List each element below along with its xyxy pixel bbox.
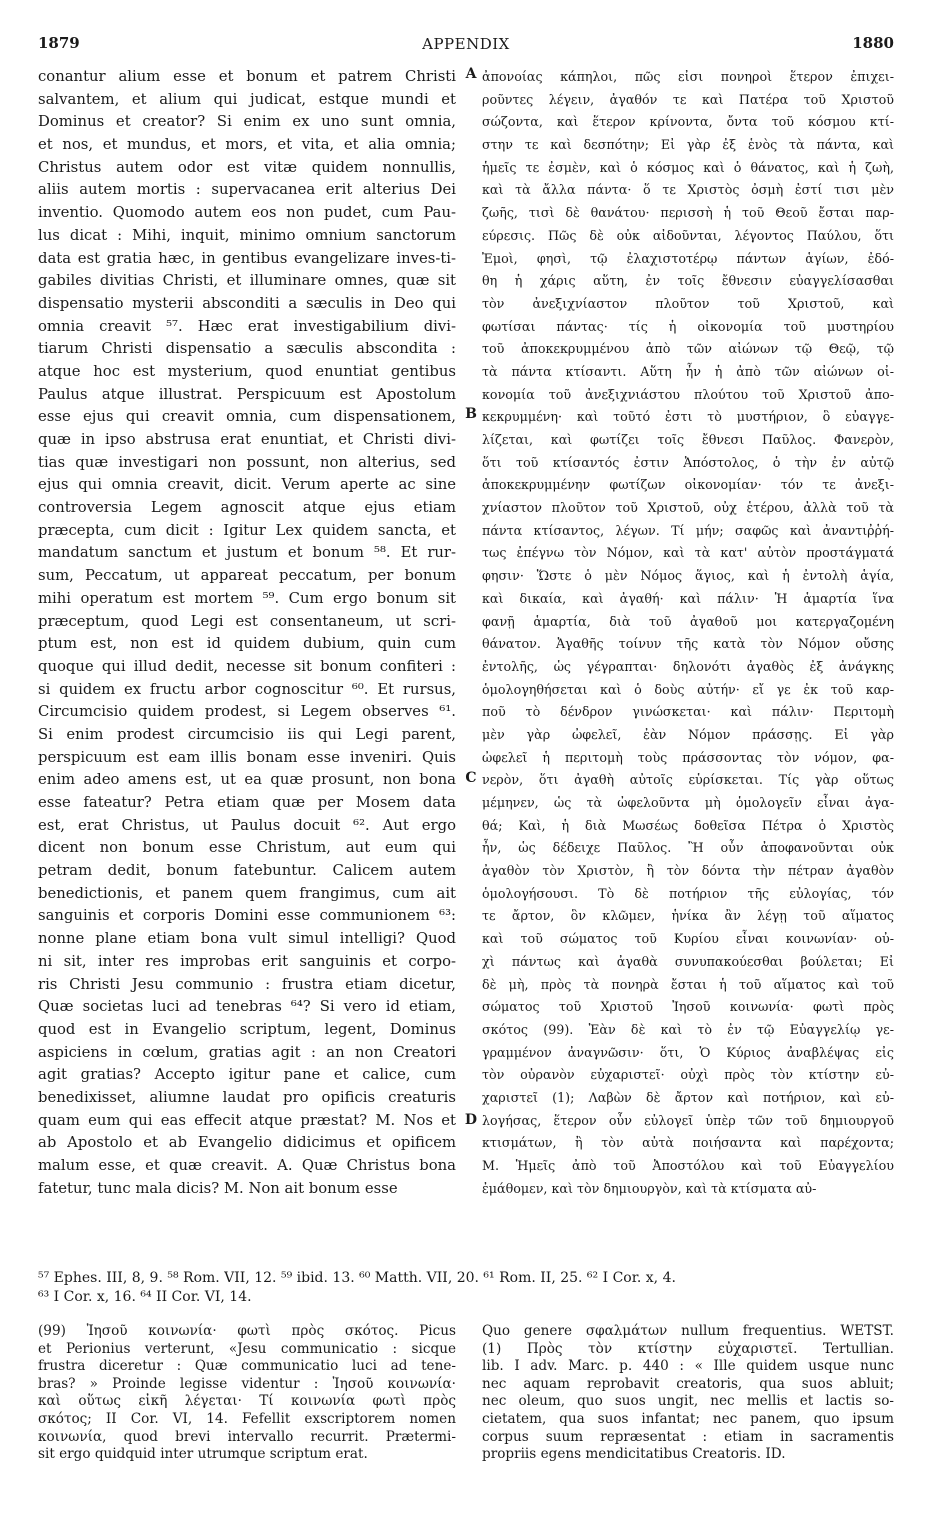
latin-text-line: Si enim prodest circumcisio iis qui Legi parent, (38, 725, 456, 743)
latin-text-line: Circumcisio quidem prodest, si Legem observes ⁶¹. (38, 703, 456, 721)
greek-text-line: τοῦ ἀποκεκρυμμένου ἀπὸ τῶν αἰώνων τῷ Θεῷ, τῷ (482, 341, 894, 357)
greek-text-line: ἡμεῖς τε ἐσμὲν, καὶ ὁ κόσμος καὶ ὁ θάνατος, καὶ ἡ ζωὴ, (482, 159, 894, 175)
latin-text-line: data est gratia hæc, in gentibus evangelizare inves-ti- (38, 249, 456, 267)
greek-text-line: κεκρυμμένη· καὶ τοῦτό ἐστι τὸ μυστήριον, ὃ εὐαγγε- (482, 409, 894, 425)
greek-text-line: ὠφελεῖ ἡ περιτομὴ τοὺς πράσσοντας τὸν νόμον, φα- (482, 749, 894, 765)
latin-text-line: præcepta, cum dicit : Igitur Lex quidem sancta, et (38, 521, 456, 539)
page-number-right: 1880 (852, 34, 894, 52)
footnote-line: (99) Ἰησοῦ κοινωνία· φωτὶ πρὸς σκότος. Picus (38, 1323, 456, 1339)
greek-text-line: κονομία τοῦ ἀνεξιχνιάστου πλούτου τοῦ Χριστοῦ ἀπο- (482, 386, 894, 402)
latin-text-line: aliis autem mortis : supervacanea erit alterius Dei (38, 181, 456, 199)
greek-column (482, 66, 894, 1200)
greek-text-line: νερὸν, ὅτι ἀγαθὴ αὐτοῖς εὑρίσκεται. Τίς γὰρ οὕτως (482, 772, 894, 788)
greek-text-line: ὁμολογήσουσι. Τὸ δὲ ποτήριον τῆς εὐλογίας, τόν (482, 885, 894, 901)
greek-text-line: σώζοντα, καὶ ἕτερον κρίνοντα, ὄντα τοῦ κόσμου κτί- (482, 114, 894, 130)
latin-text-line: malum esse, et quæ creavit. A. Quæ Christus bona (38, 1157, 456, 1174)
footnote-line: sit ergo quidquid inter utrumque scriptum erat. (38, 1446, 368, 1463)
greek-text-line: χνίαστον πλοῦτον τοῦ Χριστοῦ, οὐχ ἑτέρου, ἀλλὰ τοῦ τὰ (482, 500, 894, 516)
section-marker-c: C (465, 770, 477, 786)
greek-text-line: δὲ μὴ, πρὸς τὰ πονηρὰ ἔσται ἡ τοῦ αἵματος καὶ τοῦ (482, 976, 894, 992)
greek-text-line: θη ἡ χάρις αὕτη, ἐν τοῖς ἔθνεσιν εὐαγγελίσασθαι (482, 273, 894, 289)
greek-text-line: φανῇ ἁμαρτία, διὰ τοῦ ἀγαθοῦ μοι κατεργαζομένη (482, 613, 894, 629)
greek-text-line: χαριστεῖ (1); Λαβὼν δὲ ἄρτον καὶ ποτήριον, καὶ εὐ- (482, 1089, 894, 1105)
latin-text-line: benedixisset, aliumne laudat pro opificis creaturis (38, 1088, 456, 1106)
latin-text-line: quam eum qui eas effecit atque præstat? M. Nos et (38, 1111, 456, 1129)
greek-text-line: ροῦντες λέγειν, ἀγαθόν τε καὶ Πατέρα τοῦ Χριστοῦ (482, 91, 894, 107)
latin-text-line: lus dicat : Mihi, inquit, minimo omnium sanctorum (38, 226, 456, 244)
greek-text-line: γραμμένον ἀναγνῶσιν· ὅτι, Ὁ Κύριος ἀναβλέψας εἰς (482, 1044, 894, 1060)
footnote-line: κοινωνία, quod brevi intervallo recurrit. Prætermi- (38, 1428, 456, 1445)
latin-text-line: controversia Legem agnoscit atque ejus etiam (38, 499, 456, 517)
scripture-references (38, 1269, 894, 1307)
latin-text-line: inventio. Quomodo autem eos non pudet, cum Pau- (38, 204, 456, 222)
section-marker-b: B (465, 406, 477, 422)
greek-text-line: ποῦ τὸ δένδρον γινώσκεται· καὶ πάλιν· Περιτομὴ (482, 704, 894, 720)
greek-text-line: ἀπονοίας κάπηλοι, πῶς εἰσι πονηροὶ ἕτερον ἐπιχει- (482, 69, 894, 84)
footnotes-right (482, 1323, 894, 1464)
latin-text-line: atque hoc est mysterium, quod enuntiat gentibus (38, 362, 456, 380)
greek-text-line: λίζεται, καὶ φωτίζει τοῖς ἔθνεσι Παῦλος. Φανερὸν, (482, 432, 894, 447)
greek-text-line: εύρεσις. Πῶς δὲ οὐκ αἰδοῦνται, λέγοντος Παύλου, ὅτι (482, 227, 894, 243)
latin-text-line: perspicuum est eam illis bonam esse inveniri. Quis (38, 748, 456, 766)
greek-text-line: καὶ δικαία, καὶ ἀγαθή· καὶ πάλιν· Ἡ ἁμαρτία ἵνα (482, 590, 894, 606)
latin-text-line: præceptum, quod Legi est consentaneum, ut scri- (38, 612, 456, 630)
latin-text-line: dicent non bonum esse Christum, aut eum qui (38, 839, 456, 857)
footnote-line: lib. I adv. Marc. p. 440 : « Ille quidem usque nunc (482, 1358, 894, 1375)
latin-text-line: esse ejus qui creavit omnia, cum dispensationem, (38, 408, 456, 426)
running-title: APPENDIX (422, 35, 510, 53)
latin-text-line: aspiciens in cœlum, gratias agit : an non Creatori (38, 1043, 456, 1061)
footnote-line: σκότος; II Cor. VI, 14. Fefellit exscriptorem nomen (38, 1410, 456, 1427)
greek-text-line: ἀγαθὸν τὸν Χριστὸν, ἢ τὸν δόντα τὴν πέτραν ἀγαθὸν (482, 863, 894, 879)
latin-text-line: et nos, et mundus, et mors, et vita, et alia omnia; (38, 136, 456, 154)
greek-text-line: μέμηνεν, ὡς τὰ ὠφελοῦντα μὴ ὁμολογεῖν εἶναι ἀγα- (482, 795, 894, 810)
footnote-line: (1) Πρὸς τὸν κτίστην εὐχαριστεῖ. Tertullian. (482, 1340, 894, 1357)
latin-text-line: ptum est, non est id quidem dubium, quin cum (38, 635, 456, 653)
greek-text-line: πάντα κτίσαντος, λέγων. Τί μήν; σαφῶς καὶ ἀναντιῤῥή- (482, 522, 894, 538)
greek-text-line: ἐντολῆς, ὡς γέγραπται· δηλονότι ἀγαθὸς ἐξ ἀνάγκης (482, 658, 894, 674)
latin-text-line: esse fateatur? Petra etiam quæ per Mosem data (38, 794, 456, 811)
footnote-line: Quo genere σφαλμάτων nullum frequentius. WETST. (482, 1323, 894, 1339)
footnote-line: nec oleum, quo suos ungit, nec mellis et lactis so- (482, 1393, 894, 1410)
latin-text-line: mandatum sanctum et justum et bonum ⁵⁸. Et rur- (38, 544, 456, 562)
greek-text-line: Ἐμοὶ, φησὶ, τῷ ἐλαχιστοτέρῳ πάντων ἁγίων, ἐδό- (482, 250, 894, 266)
greek-text-line: φωτίσαι πάντας· τίς ἡ οἰκονομία τοῦ μυστηρίου (482, 318, 894, 334)
footnote-line: bras? » Proinde legisse videntur : Ἰησοῦ κοινωνία· (38, 1375, 456, 1392)
latin-text-line: Dominus et creator? Si enim ex uno sunt omnia, (38, 113, 456, 131)
latin-text-line: sanguinis et corporis Domini esse communionem ⁶³: (38, 907, 456, 925)
latin-text-line: Christus autem odor est vitæ quidem nonnullis, (38, 158, 456, 176)
greek-text-line: τε ἄρτον, ὃν κλῶμεν, ἡνίκα ἂν λέγῃ τοῦ αἵματος (482, 908, 894, 924)
latin-text-line: mihi operatum est mortem ⁵⁹. Cum ergo bonum sit (38, 589, 456, 607)
greek-text-line: μὲν γὰρ ὠφελεῖ, ἐὰν Νόμον πράσσῃς. Εἰ γὰρ (482, 726, 894, 742)
greek-text-line: φησιν· Ὥστε ὁ μὲν Νόμος ἅγιος, καὶ ἡ ἐντολὴ ἁγία, (482, 568, 894, 584)
latin-text-line: agit gratias? Accepto igitur pane et calice, cum (38, 1066, 456, 1084)
latin-text-line: Quæ societas luci ad tenebras ⁶⁴? Si vero id etiam, (38, 998, 456, 1016)
latin-text-line: tias quæ investigari non possunt, non alterius, sed (38, 453, 456, 471)
latin-text-line: ejus qui omnia creavit, dicit. Verum aperte ac sine (38, 476, 456, 494)
greek-text-line: λογήσας, ἕτερον οὖν εὐλογεῖ ὑπὲρ τῶν τοῦ δημιουργοῦ (482, 1112, 894, 1128)
latin-text-line: ris Christi Jesu communio : frustra etiam dicetur, (38, 975, 456, 993)
reference-line: ⁶³ I Cor. x, 16. ⁶⁴ II Cor. VI, 14. (38, 1289, 252, 1305)
latin-column (38, 66, 456, 1200)
latin-text-line: nonne plane etiam bona vult simul intelligi? Quod (38, 930, 456, 948)
section-marker-a: A (465, 66, 477, 82)
greek-text-line: τὰ πάντα κτίσαντι. Αὕτη ἦν ἡ ἀπὸ τῶν αἰώνων οἰ- (482, 363, 894, 379)
reference-line: ⁵⁷ Ephes. III, 8, 9. ⁵⁸ Rom. VII, 12. ⁵⁹ ibid. 13. ⁶⁰ Matth. VII, 20. ⁶¹ Rom. II, 25. ⁶² I Cor. x, 4. (38, 1270, 676, 1286)
latin-text-line: petram dedit, bonum fatebuntur. Calicem autem (38, 862, 456, 880)
footnote-line: καὶ οὕτως εἰκῆ λέγεται· Τί κοινωνία φωτὶ πρὸς (38, 1393, 456, 1410)
latin-text-line: omnia creavit ⁵⁷. Hæc erat investigabilium divi- (38, 317, 456, 335)
footnote-line: nec aquam reprobavit creatoris, qua suos abluit; (482, 1375, 894, 1392)
greek-text-line: τὸν οὐρανὸν εὐχαριστεῖ· οὐχὶ πρὸς τὸν κτίστην εὐ- (482, 1067, 894, 1083)
latin-text-line: sum, Peccatum, ut appareat peccatum, per bonum (38, 567, 456, 585)
latin-text-line: gabiles divitias Christi, et illuminare omnes, quæ sit (38, 272, 456, 290)
footnote-line: frustra diceretur : Quæ communicatio luci ad tene- (38, 1358, 456, 1375)
greek-text-line: ἐμάθομεν, καὶ τὸν δημιουργὸν, καὶ τὰ κτίσματα αὐ- (482, 1180, 817, 1196)
greek-text-line: καὶ τοῦ σώματος τοῦ Κυρίου εἶναι κοινωνίαν· οὐ- (482, 931, 894, 947)
greek-text-line: σκότος (99). Ἐὰν δὲ καὶ τὸ ἐν τῷ Εὐαγγελίῳ γε- (482, 1021, 894, 1037)
footnote-line: et Perionius verterunt, «Jesu communicatio : sicque (38, 1340, 456, 1357)
greek-text-line: ὅτι τοῦ κτίσαντός ἐστιν Ἀπόστολος, ὁ τὴν ἐν αὐτῷ (482, 454, 894, 470)
footnote-line: propriis egens mendicitatibus Creatoris. ID. (482, 1446, 786, 1463)
footnote-line: corpus suum repræsentat : etiam in sacramentis (482, 1428, 894, 1445)
latin-text-line: est, erat Christus, ut Paulus docuit ⁶². Aut ergo (38, 816, 456, 834)
latin-text-line: ni sit, inter res improbas erit sanguinis et corpo- (38, 952, 456, 970)
greek-text-line: θάνατον. Ἀγαθῆς τοίνυν τῆς κατὰ τὸν Νόμον οὔσης (482, 636, 894, 652)
latin-text-line: benedictionis, et panem quem frangimus, cum ait (38, 884, 456, 902)
latin-text-line: ab Apostolo et ab Evangelio didicimus et opificem (38, 1134, 456, 1152)
greek-text-line: ἀποκεκρυμμένην φωτίζων οἰκονομίαν· τόν τε ἀνεξι- (482, 477, 894, 493)
greek-text-line: σώματος τοῦ Χριστοῦ Ἰησοῦ κοινωνία· φωτὶ πρὸς (482, 999, 894, 1015)
greek-text-line: τὸν ἀνεξιχνίαστον πλοῦτον τοῦ Χριστοῦ, καὶ (482, 295, 894, 311)
page-number-left: 1879 (38, 34, 80, 52)
greek-text-line: χὶ πάντως καὶ ἀγαθὰ συνυπακούεσθαι βούλεται; Εἰ (482, 953, 894, 969)
greek-text-line: στην τε καὶ δεσπότην; Εἰ γὰρ ἐξ ἑνὸς τὰ πάντα, καὶ (482, 137, 894, 153)
section-marker-d: D (464, 1112, 478, 1128)
footnote-line: cietatem, qua suos infantat; nec panem, quo ipsum (482, 1410, 894, 1427)
latin-text-line: quoque qui illud dedit, necesse sit bonum confiteri : (38, 657, 456, 675)
latin-text-line: enim adeo amens est, ut ea quæ prosunt, non bona (38, 771, 456, 789)
greek-text-line: καὶ τὰ ἄλλα πάντα· ὅ τε Χριστὸς ὀσμὴ ἐστί τισι μὲν (482, 182, 894, 198)
latin-text-line: Paulus atque illustrat. Perspicuum est Apostolum (38, 385, 456, 403)
latin-text-line: si quidem ex fructu arbor cognoscitur ⁶⁰. Et rursus, (38, 680, 456, 698)
greek-text-line: ζωῆς, τισὶ δὲ θανάτου· περισσὴ ἡ τοῦ Θεοῦ ἔσται παρ- (482, 205, 894, 221)
footnotes-left (38, 1323, 456, 1464)
greek-text-line: ἦν, ὡς δέδειχε Παῦλος. Ἢ οὖν ἀποφανοῦνται οὐκ (482, 840, 894, 856)
latin-text-line: salvantem, et alium qui judicat, estque mundi et (38, 90, 456, 108)
latin-text-line: tiarum Christi dispensatio a sæculis abscondita : (38, 340, 456, 358)
greek-text-line: θά; Καὶ, ἡ διὰ Μωσέως δοθεῖσα Πέτρα ὁ Χριστὸς (482, 817, 894, 833)
greek-text-line: τως ἐπέγνω τὸν Νόμον, καὶ τὰ κατ' αὐτὸν προστάγματά (482, 545, 894, 561)
page-header (38, 34, 894, 58)
latin-text-line: conantur alium esse et bonum et patrem Christi (38, 68, 456, 85)
greek-text-line: ὁμολογηθήσεται καὶ ὁ δοὺς αὐτήν· εἴ γε ἐκ τοῦ καρ- (482, 681, 894, 697)
greek-text-line: κτισμάτων, ἢ τὸν αὐτὰ ποιήσαντα καὶ παρέχοντα; (482, 1135, 894, 1151)
latin-text-line: quæ in ipso abstrusa erat enuntiat, et Christi divi- (38, 431, 456, 448)
latin-text-line: quod est in Evangelio scriptum, legent, Dominus (38, 1020, 456, 1038)
latin-text-line: fatetur, tunc mala dicis? M. Non ait bonum esse (38, 1179, 398, 1197)
greek-text-line: Μ. Ἡμεῖς ἀπὸ τοῦ Ἀποστόλου καὶ τοῦ Εὐαγγελίου (482, 1158, 894, 1173)
latin-text-line: dispensatio mysterii absconditi a sæculis in Deo qui (38, 294, 456, 312)
